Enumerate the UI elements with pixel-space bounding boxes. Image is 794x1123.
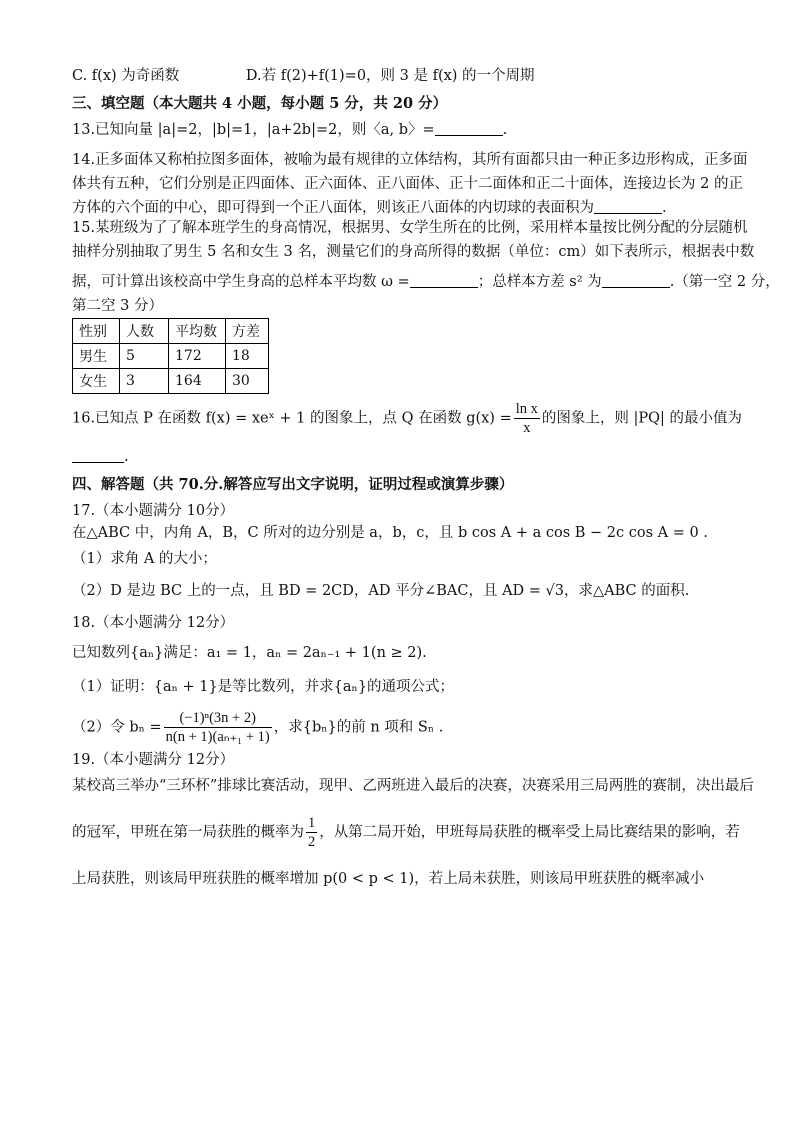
q17-part-2: （2）D 是边 BC 上的一点，且 BD = 2CD，AD 平分∠BAC，且 AD = √3，求△ABC 的面积.	[72, 583, 690, 599]
question-14-end: 方体的六个面的中心，即可得到一个正八面体，则该正八面体的内切球的表面积为 .	[72, 200, 667, 216]
q18-part-2-text-b: ，求{bₙ}的前 n 项和 Sₙ .	[273, 719, 444, 736]
q16-answer-blank	[72, 448, 124, 463]
q19-fraction-denominator: 2	[308, 834, 316, 850]
option-d: D.若 f(2)+f(1)=0，则 3 是 f(x) 的一个周期	[245, 68, 535, 84]
q18-fraction-denominator: n(n + 1)(aₙ₊₁ + 1)	[165, 729, 270, 745]
q18-fraction	[164, 709, 272, 746]
table-cell: 164	[169, 369, 226, 394]
q16-fraction-numerator: ln x	[515, 401, 538, 417]
q16-fraction	[514, 400, 540, 437]
table-cell: 3	[120, 369, 169, 394]
q18-stem: 已知数列{aₙ}满足：a₁ = 1，aₙ = 2aₙ₋₁ + 1(n ≥ 2).	[72, 645, 427, 661]
q15-text-a: 据，可计算出该校高中学生身高的总样本平均数 ω =	[72, 274, 410, 290]
table-cell: 18	[226, 344, 269, 369]
table-header-row	[73, 319, 269, 344]
height-table	[72, 318, 269, 394]
table-cell: 30	[226, 369, 269, 394]
q19-line-2-text-b: ，从第二局开始，甲班每局获胜的概率受上局比赛结果的影响，若	[319, 824, 740, 841]
q15-line-1: 15.某班级为了了解本班学生的身高情况，根据男、女学生所在的比例，采用样本量按比例分配的分层随机	[72, 220, 748, 236]
q18-part-2-text-a: （2）令 bₙ =	[72, 719, 162, 736]
q14-line-1: 14.正多面体又称柏拉图多面体，被喻为最有规律的立体结构，其所有面都只由一种正多边形构成，正多面	[72, 152, 748, 168]
option-c: C. f(x) 为奇函数	[72, 68, 180, 84]
table-header-cell: 平均数	[169, 319, 226, 344]
q15-line-2: 抽样分别抽取了男生 5 名和女生 3 名，测量它们的身高所得的数据（单位：cm）如下表所示，根据表中数	[72, 244, 755, 260]
q16-text-a: 16.已知点 P 在函数 f(x) = xeˣ + 1 的图象上，点 Q 在函数 g(x) =	[72, 410, 512, 427]
table-row	[73, 369, 269, 394]
table-header-cell: 性别	[73, 319, 120, 344]
section-4-title: 四、解答题（共 70.分.解答应写出文字说明，证明过程或演算步骤）	[72, 476, 514, 493]
table-cell: 5	[120, 344, 169, 369]
table-header-cell: 人数	[120, 319, 169, 344]
table-row	[73, 344, 269, 369]
question-16	[72, 400, 743, 437]
q19-fraction	[306, 814, 317, 851]
question-13: 13.已知向量 |a|=2，|b|=1，|a+2b|=2，则〈a, b〉= .	[72, 122, 508, 138]
q15-blank-1	[410, 273, 478, 288]
q14-line-3: 方体的六个面的中心，即可得到一个正八面体，则该正八面体的内切球的表面积为	[72, 200, 594, 216]
table-cell: 女生	[73, 369, 120, 394]
q14-answer-blank	[594, 199, 662, 214]
q18-heading: 18.（本小题满分 12分）	[72, 615, 235, 631]
q19-line-1: 某校高三举办“三环杯”排球比赛活动，现甲、乙两班进入最后的决赛，决赛采用三局两胜的赛制，决出最后	[72, 778, 754, 794]
q19-fraction-numerator: 1	[308, 815, 316, 831]
q18-part-1: （1）证明：{aₙ + 1}是等比数列，并求{aₙ}的通项公式；	[72, 679, 455, 695]
q15-text-b: ；总样本方差 s² 为	[477, 274, 602, 290]
q14-line-2: 体共有五种，它们分别是正四面体、正六面体、正八面体、正十二面体和正二十面体，连接边长为 2 的正	[72, 176, 743, 192]
q19-line-2-text-a: 的冠军，甲班在第一局获胜的概率为	[72, 824, 304, 841]
q15-line-3	[72, 272, 780, 292]
q13-answer-blank	[435, 121, 503, 136]
q16-answer-line: .	[72, 447, 724, 467]
q19-line-3: 上局获胜，则该局甲班获胜的概率增加 p(0 < p < 1)，若上局未获胜，则该局甲班获胜的概率减小	[72, 871, 705, 887]
q15-text-c: .（第一空 2 分，	[669, 274, 780, 290]
q13-text: 13.已知向量 |a|=2，|b|=1，|a+2b|=2，则〈a, b〉=	[72, 122, 435, 138]
q16-text-b: 的图象上，则 |PQ| 的最小值为	[541, 410, 743, 427]
section-3-title: 三、填空题（本大题共 4 小题，每小题 5 分，共 20 分）	[72, 95, 448, 112]
q17-heading: 17.（本小题满分 10分）	[72, 503, 235, 519]
q19-heading: 19.（本小题满分 12分）	[72, 752, 235, 768]
q15-blank-2	[602, 273, 670, 288]
q17-stem: 在△ABC 中，内角 A，B，C 所对的边分别是 a，b，c，且 b cos A + a cos B − 2c cos A = 0 .	[72, 525, 708, 541]
table-header-cell: 方差	[226, 319, 269, 344]
q18-fraction-numerator: (−1)ⁿ(3n + 2)	[164, 709, 272, 728]
options-line	[72, 66, 724, 86]
exam-page	[72, 66, 780, 889]
q15-line-4: 第二空 3 分）	[72, 298, 163, 314]
q17-part-1: （1）求角 A 的大小；	[72, 551, 217, 567]
q19-line-2	[72, 814, 740, 851]
table-cell: 172	[169, 344, 226, 369]
q18-part-2	[72, 709, 724, 746]
q16-fraction-denominator: x	[523, 420, 531, 436]
table-cell: 男生	[73, 344, 120, 369]
